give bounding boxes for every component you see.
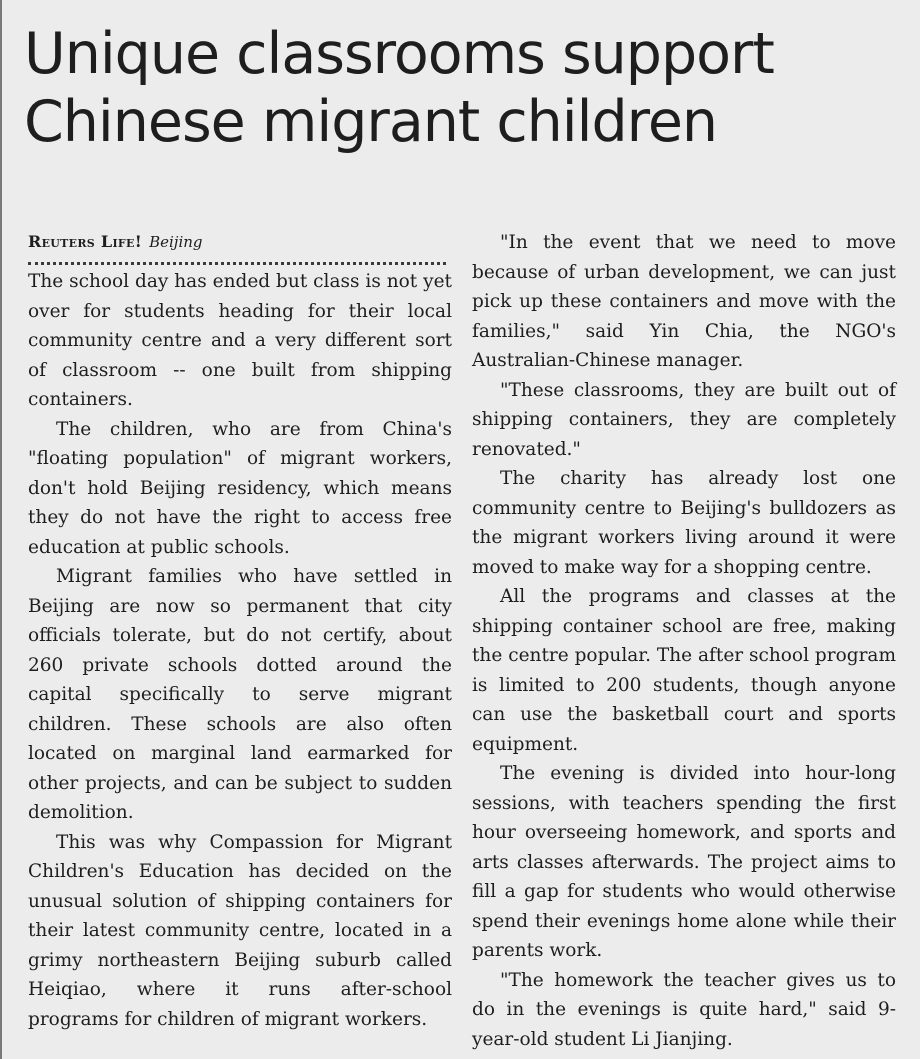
paragraph: All the programs and classes at the shipping container school are free, making the centre popular. The after school program is limited to 200 students, though anyone can use the basketball court and sports equipment. [472, 586, 896, 755]
byline [28, 228, 452, 258]
page-edge [0, 0, 2, 1059]
paragraph: Migrant families who have settled in Beijing are now so permanent that city officials tolerate, but do not certify, about 260 private schools dotted around the capital specifically to serve migrant children. These schools are also often located on marginal land earmarked for other projects, and can be subject to sudden demolition. [28, 566, 452, 823]
dotted-divider [28, 262, 446, 265]
paragraph: "These classrooms, they are built out of shipping containers, they are completely renovated." [472, 379, 896, 460]
byline-city: Beijing [149, 233, 203, 251]
paragraph: The children, who are from China's "floating population" of migrant workers, don't hold Beijing residency, which means they do not have the right to access free education at public schools. [28, 418, 452, 558]
column-right [472, 228, 896, 1054]
paragraph: This was why Compassion for Migrant Children's Education has decided on the unusual solution of shipping containers for their latest community centre, located in a grimy northeastern Beijing suburb called Heiqiao, where it runs after-school programs for children of migrant workers. [28, 831, 452, 1030]
column-left [28, 228, 452, 1034]
byline-agency: Reuters Life! [28, 232, 143, 251]
paragraph: The school day has ended but class is not yet over for students heading for their local community centre and a very different sort of classroom -- one built from shipping containers. [28, 271, 452, 410]
paragraph: "In the event that we need to move because of urban development, we can just pick up these containers and move with the families," said Yin Chia, the NGO's Australian-Chinese manager. [472, 232, 896, 371]
paragraph: The charity has already lost one community centre to Beijing's bulldozers as the migrant workers living around it were moved to make way for a shopping centre. [472, 468, 896, 578]
paragraph: "The homework the teacher gives us to do in the evenings is quite hard," said 9-year-old student Li Jianjing. [472, 969, 896, 1050]
headline: Unique classrooms support Chinese migrant children [24, 21, 774, 155]
paragraph: The evening is divided into hour-long sessions, with teachers spending the first hour overseeing homework, and sports and arts classes afterwards. The project aims to fill a gap for students who would otherwise spend their evenings home alone while their parents work. [472, 763, 896, 961]
